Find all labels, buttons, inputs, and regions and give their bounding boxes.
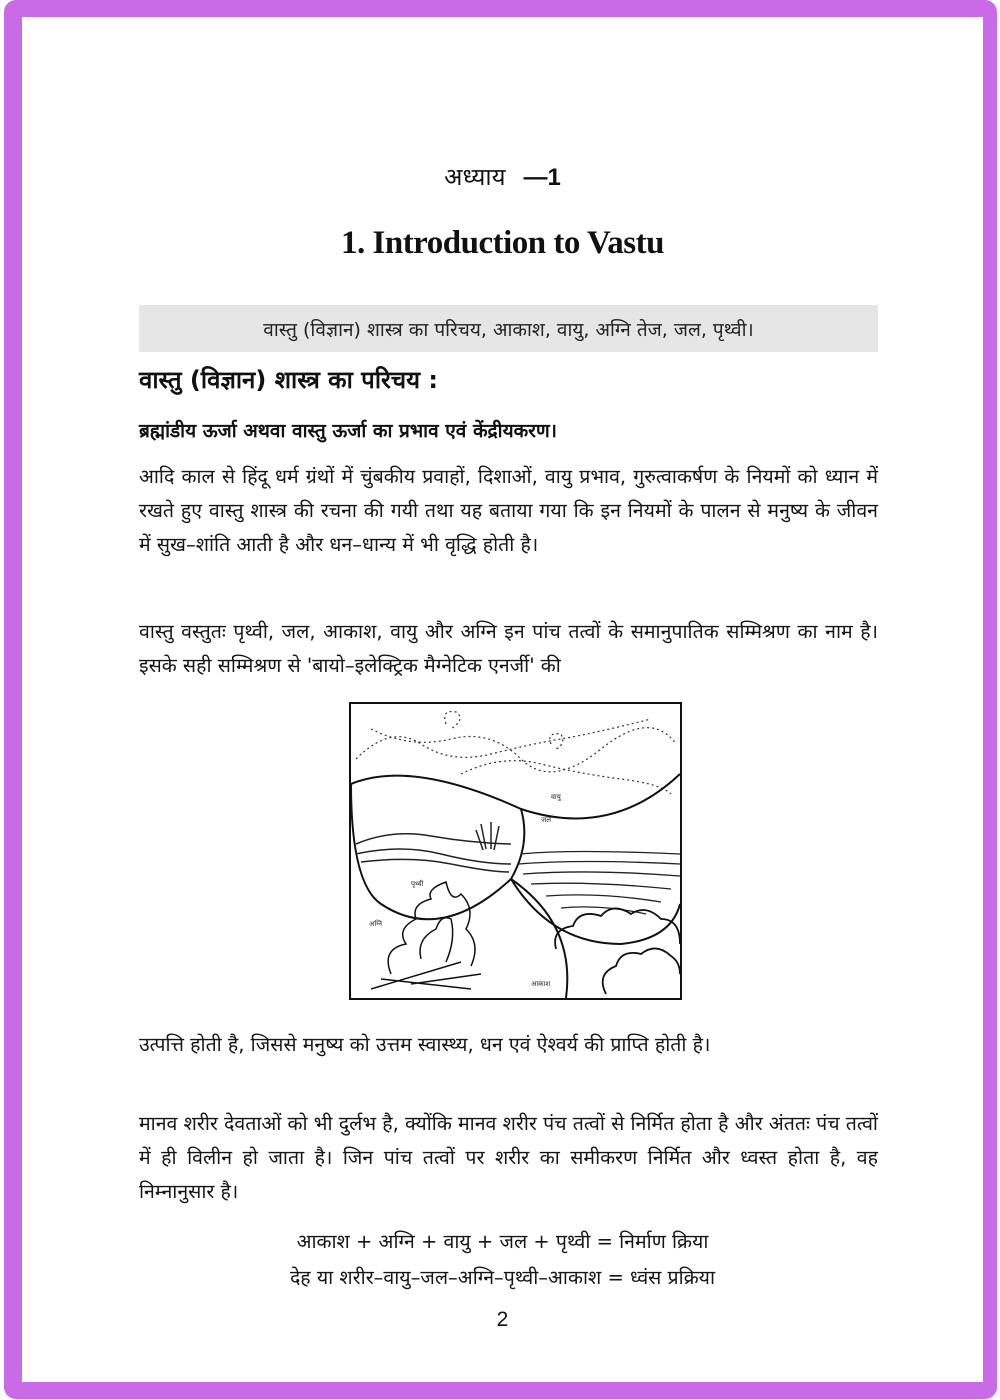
formula-destruction: देह या शरीर–वायु–जल–अग्नि–पृथ्वी–आकाश = ध्वंस प्रक्रिया <box>289 1266 716 1289</box>
paragraph: मानव शरीर देवताओं को भी दुर्लभ है, क्योंकि मानव शरीर पंच तत्वों से निर्मित होता है और अंततः पंच तत्वों में ही विलीन हो जाता है। जिन पांच तत्वों पर शरीर का समीकरण निर्मित और ध्वस्त होता है, वह निम्नानुसार है। <box>139 1112 878 1203</box>
label-sky: आकाश <box>531 980 551 988</box>
five-elements-illustration <box>349 702 682 1000</box>
page-title: 1. Introduction to Vastu <box>341 225 664 261</box>
paragraph: आदि काल से हिंदू धर्म ग्रंथों में चुंबकीय प्रवाहों, दिशाओं, वायु प्रभाव, गुरुत्वाकर्षण के नियमों को ध्यान में रखते हुए वास्तु शास्त्र की रचना की गयी तथा यह बताया गया कि इन नियमों के पालन से मनुष्य के जीवन में सुख–शांति आती है और धन–धान्य में भी वृद्धि होती है। <box>139 465 878 556</box>
topic-banner <box>139 305 878 352</box>
label-earth: पृथ्वी <box>411 880 424 888</box>
chapter-number: —1 <box>523 164 561 191</box>
label-air: वायु <box>551 793 561 801</box>
section-heading: वास्तु (विज्ञान) शास्त्र का परिचय : <box>139 366 438 394</box>
formula-creation: आकाश + अग्नि + वायु + जल + पृथ्वी = निर्माण क्रिया <box>296 1230 709 1253</box>
earth-vegetation <box>356 822 511 872</box>
paragraph: वास्तु वस्तुतः पृथ्वी, जल, आकाश, वायु और अग्नि इन पांच तत्वों के समानुपातिक सम्मिश्रण का नाम है। इसके सही सम्मिश्रण से 'बायो–इलेक्ट्रिक मैग्नेटिक एनर्जी' की <box>139 620 878 677</box>
water-waves <box>519 852 680 915</box>
topic-banner-text: वास्तु (विज्ञान) शास्त्र का परिचय, आकाश, वायु, अग्नि तेज, जल, पृथ्वी। <box>263 318 754 341</box>
chapter-label: अध्याय <box>444 163 506 191</box>
label-fire: अग्नि <box>369 920 383 928</box>
subheading: ब्रह्मांडीय ऊर्जा अथवा वास्तु ऊर्जा का प्रभाव एवं केंद्रीयकरण। <box>139 420 557 442</box>
chapter-heading <box>22 160 983 193</box>
paragraph: उत्पत्ति होती है, जिससे मनुष्य को उत्तम स्वास्थ्य, धन एवं ऐश्वर्य की प्राप्ति होती है। <box>139 1033 711 1056</box>
page-number: 2 <box>496 1308 509 1331</box>
document-page <box>22 17 983 1382</box>
wind-lines <box>356 712 676 795</box>
fire-drawing <box>371 882 481 989</box>
sky-clouds <box>555 908 680 994</box>
label-water: जल <box>541 816 551 824</box>
five-elements-drawing <box>351 704 680 998</box>
